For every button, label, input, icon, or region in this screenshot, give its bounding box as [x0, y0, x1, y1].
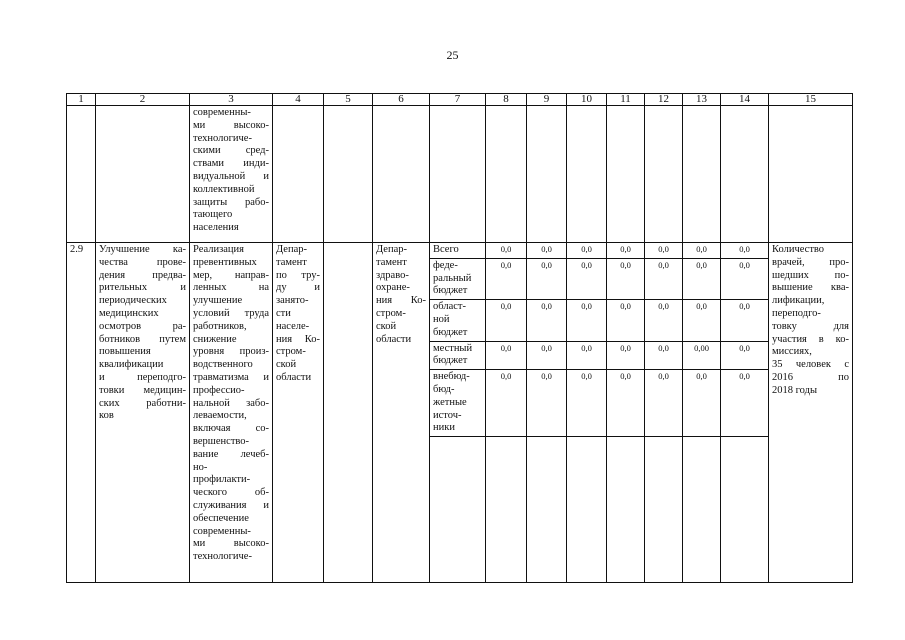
text-line: технологиче- [193, 132, 252, 144]
text-line: ской [376, 320, 397, 332]
text-line: Всего [433, 244, 459, 255]
text-line: стром- [276, 346, 306, 358]
funding-source [430, 341, 486, 370]
text-line: населения [193, 222, 239, 234]
text-line: ми высоко- [193, 119, 269, 131]
text-line: Улучшение ка- [99, 244, 186, 255]
text-line: вершенство- [193, 435, 250, 447]
funding-source [430, 243, 486, 259]
cell [769, 106, 853, 243]
cell [567, 106, 607, 243]
value-cell: 0,0 [607, 300, 645, 341]
cell [273, 106, 324, 243]
text-line: рительных и [99, 282, 186, 294]
text-line: ральный [433, 272, 472, 284]
text-line: снижение [193, 333, 237, 345]
cell [567, 437, 607, 583]
value-cell: 0,0 [721, 300, 769, 341]
text-line: ной [433, 313, 450, 325]
text-line: Количество [772, 244, 825, 255]
col-header: 10 [567, 94, 607, 106]
value-cell: 0,0 [607, 243, 645, 259]
text-line: условий труда [193, 307, 269, 319]
value-cell: 0,0 [645, 258, 683, 299]
text-line: охране- [376, 282, 410, 294]
text-line: тающего [193, 209, 233, 221]
text-line: населе- [276, 320, 310, 332]
value-cell: 0,0 [527, 243, 567, 259]
text-line: бюджет [433, 285, 468, 297]
col-header: 1 [67, 94, 96, 106]
text-line: травматизма и [193, 371, 269, 383]
column-number-row [67, 94, 853, 106]
executor-labor [273, 243, 324, 583]
text-line: Реализация [193, 244, 244, 255]
value-cell: 0,0 [527, 300, 567, 341]
text-line: товки медицин- [99, 384, 186, 396]
table-row [67, 243, 853, 259]
text-line: области [276, 371, 312, 383]
cell [324, 106, 373, 243]
value-cell: 0,0 [721, 258, 769, 299]
text-line: Депар- [376, 244, 407, 255]
text-line: вышение ква- [772, 282, 849, 294]
text-line: но- [193, 461, 208, 473]
text-line: област- [433, 301, 466, 313]
text-line: товку для [772, 320, 849, 332]
cell [324, 243, 373, 583]
text-line: и переподго- [99, 371, 186, 383]
cell [683, 437, 721, 583]
funding-source [430, 300, 486, 341]
col-header: 7 [430, 94, 486, 106]
text-line: феде- [433, 259, 458, 271]
executor-health [373, 243, 430, 583]
text-line: здраво- [376, 269, 409, 281]
cell [527, 106, 567, 243]
col-header: 2 [96, 94, 190, 106]
value-cell: 0,0 [721, 341, 769, 370]
value-cell: 0,0 [683, 243, 721, 259]
text-line: коллективной [193, 183, 255, 195]
value-cell: 0,0 [567, 243, 607, 259]
cont-col3 [190, 106, 273, 243]
text-line: бюджет [433, 355, 468, 367]
text-line: скими сред- [193, 145, 269, 157]
page-number: 25 [446, 48, 459, 62]
cell [67, 106, 96, 243]
col-header: 8 [486, 94, 527, 106]
text-line: служивания и [193, 499, 269, 511]
text-line: вание лечеб- [193, 448, 269, 460]
text-line: технологиче- [193, 551, 252, 563]
text-line: ния Ко- [376, 295, 426, 307]
cell [486, 106, 527, 243]
value-cell: 0,0 [683, 258, 721, 299]
text-line: работников, [193, 320, 247, 332]
value-cell: 0,0 [486, 300, 527, 341]
col-header: 3 [190, 94, 273, 106]
text-line: медицинских [99, 307, 159, 319]
measures-table [66, 93, 853, 583]
text-line: дения предва- [99, 269, 186, 281]
text-line: ния Ко- [276, 333, 320, 345]
col-header: 14 [721, 94, 769, 106]
value-cell: 0,0 [645, 300, 683, 341]
value-cell: 0,0 [721, 243, 769, 259]
value-cell: 0,0 [721, 370, 769, 437]
text-line: по тру- [276, 269, 320, 281]
text-line: 2018 годы [772, 384, 818, 396]
col-header: 12 [645, 94, 683, 106]
text-line: бюджет [433, 326, 468, 338]
text-line: Депар- [276, 244, 307, 255]
expected-result [769, 243, 853, 583]
text-line: периодических [99, 295, 167, 307]
funding-source [430, 258, 486, 299]
value-cell: 0,0 [683, 370, 721, 437]
text-line: включая со- [193, 423, 269, 435]
text-line: внебюд- [433, 371, 470, 383]
value-cell: 0,0 [645, 370, 683, 437]
text-line: современны- [193, 107, 251, 118]
text-line: ду и [276, 282, 320, 294]
text-line: ствами инди- [193, 158, 269, 170]
value-cell: 0,0 [527, 258, 567, 299]
value-cell: 0,0 [486, 370, 527, 437]
value-cell: 0,00 [683, 341, 721, 370]
value-cell: 0,0 [567, 258, 607, 299]
col-header: 15 [769, 94, 853, 106]
value-cell: 0,0 [607, 370, 645, 437]
cell [373, 106, 430, 243]
value-cell: 0,0 [607, 341, 645, 370]
cell [430, 106, 486, 243]
text-line: обеспечение [193, 512, 249, 524]
text-line: области [376, 333, 412, 345]
text-line: 2016 по [772, 371, 849, 383]
value-cell: 0,0 [645, 243, 683, 259]
value-cell: 0,0 [645, 341, 683, 370]
text-line: превентивных [193, 256, 257, 268]
value-cell: 0,0 [486, 243, 527, 259]
cell [683, 106, 721, 243]
text-line: тамент [376, 256, 407, 268]
cell [430, 437, 486, 583]
text-line: водственного [193, 359, 253, 371]
cell [607, 437, 645, 583]
continuation-row [67, 106, 853, 243]
text-line: переподго- [772, 307, 821, 319]
col-header: 5 [324, 94, 373, 106]
text-line: источ- [433, 409, 462, 421]
text-line: местный [433, 342, 473, 354]
text-line: стром- [376, 307, 406, 319]
text-line: чества прове- [99, 256, 186, 268]
cell [486, 437, 527, 583]
text-line: ники [433, 422, 455, 434]
cell [721, 437, 769, 583]
text-line: профессио- [193, 384, 245, 396]
value-cell: 0,0 [607, 258, 645, 299]
text-line: улучшение [193, 295, 243, 307]
text-line: повышения [99, 346, 151, 358]
text-line: нальной забо- [193, 397, 269, 409]
col-header: 11 [607, 94, 645, 106]
value-cell: 0,0 [567, 300, 607, 341]
cell [527, 437, 567, 583]
text-line: леваемости, [193, 410, 247, 422]
text-line: 35 человек с [772, 359, 849, 371]
value-cell: 0,0 [527, 370, 567, 437]
text-line: современны- [193, 525, 251, 537]
text-line: ской [276, 359, 297, 371]
value-cell: 0,0 [567, 341, 607, 370]
cell [645, 106, 683, 243]
funding-source [430, 370, 486, 437]
cell [607, 106, 645, 243]
text-line: занято- [276, 295, 309, 307]
text-line: тамент [276, 256, 307, 268]
text-line: уровня произ- [193, 346, 269, 358]
text-line: жетные [433, 396, 467, 408]
text-line: ботников путем [99, 333, 186, 345]
value-cell: 0,0 [527, 341, 567, 370]
text-line: ков [99, 410, 114, 422]
text-line: защиты рабо- [193, 196, 269, 208]
text-line: ленных на [193, 282, 269, 294]
text-line: видуальной и [193, 170, 269, 182]
col-header: 13 [683, 94, 721, 106]
col-header: 9 [527, 94, 567, 106]
cell [721, 106, 769, 243]
cell [96, 106, 190, 243]
text-line: осмотров ра- [99, 320, 186, 332]
value-cell: 0,0 [486, 341, 527, 370]
text-line: ми высоко- [193, 538, 269, 550]
row-number: 2.9 [67, 243, 96, 583]
cell [645, 437, 683, 583]
text-line: участия в ко- [772, 333, 849, 345]
text-line: ских работни- [99, 397, 186, 409]
text-line: миссиях, [772, 346, 812, 358]
text-line: лификации, [772, 295, 825, 307]
text-line: мер, направ- [193, 269, 269, 281]
text-line: врачей, про- [772, 256, 849, 268]
text-line: ческого об- [193, 487, 269, 499]
text-line: профилакти- [193, 474, 251, 486]
measure-name [96, 243, 190, 583]
col-header: 6 [373, 94, 430, 106]
text-line: шедших по- [772, 269, 849, 281]
text-line: бюд- [433, 383, 455, 395]
value-cell: 0,0 [683, 300, 721, 341]
text-line: квалификации [99, 359, 164, 371]
col-header: 4 [273, 94, 324, 106]
value-cell: 0,0 [486, 258, 527, 299]
value-cell: 0,0 [567, 370, 607, 437]
text-line: сти [276, 307, 291, 319]
measure-content [190, 243, 273, 583]
